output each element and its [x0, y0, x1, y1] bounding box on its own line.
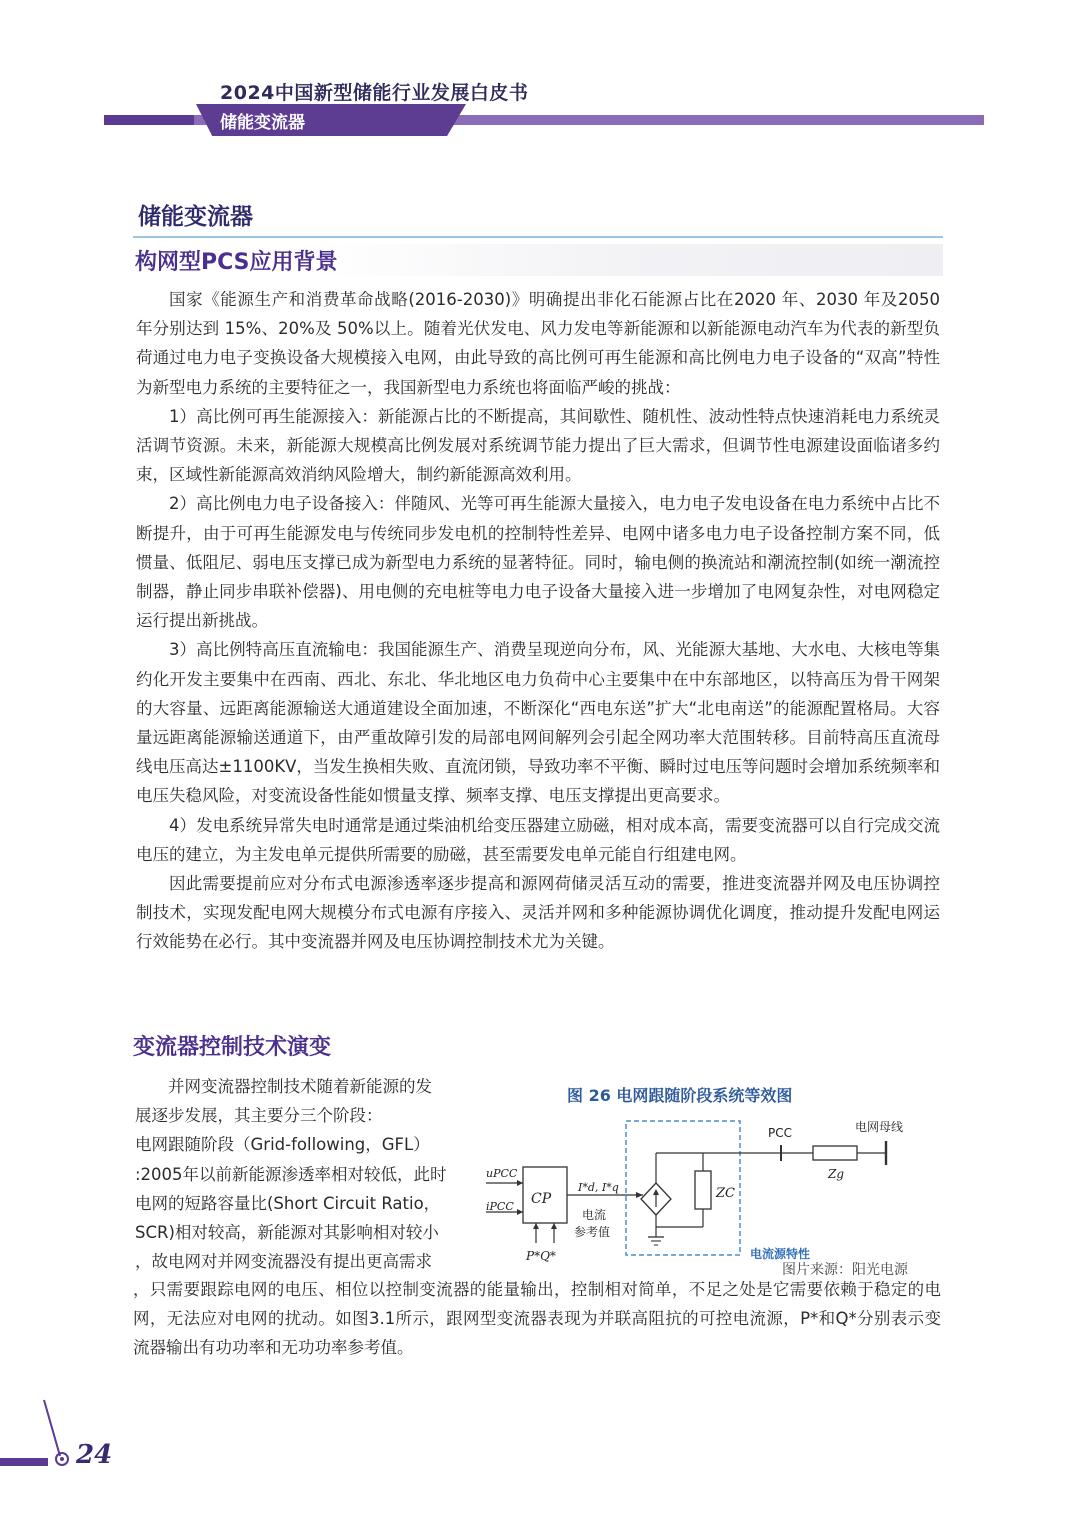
side-line: ，故电网对并网变流器没有提出更高需求: [135, 1252, 432, 1272]
zc-impedance: [695, 1171, 711, 1209]
document-title: 2024中国新型储能行业发展白皮书: [220, 82, 529, 104]
zg-impedance: [813, 1146, 857, 1160]
side-line: 电网跟随阶段（Grid-following，GFL）: [135, 1135, 430, 1155]
pcc-label: PCC: [768, 1126, 792, 1140]
current-ref-label-1: 电流: [582, 1208, 607, 1222]
section-heading: 储能变流器: [138, 204, 253, 230]
side-line: SCR)相对较高，新能源对其影响相对较小: [135, 1223, 439, 1243]
figure-caption: 图 26 电网跟随阶段系统等效图: [567, 1086, 793, 1105]
body-text: [136, 285, 940, 957]
paragraph: 3）高比例特高压直流输电：我国能源生产、消费呈现逆向分布，风、光能源大基地、大水电、大核电等集约化开发主要集中在西南、西北、东北、华北地区电力负荷中心主要集中在中东部地区，以特高压为骨干网架的大容量、远距离能源输送大通道建设全面加速，不断深化“西电东送”扩大“北电南送”的能源配置格局。大容量远距离能源输送通道下，由严重故障引发的局部电网间解列会引起全网功率大范围转移。目前特高压直流母线电压高达±1100KV，当发生换相失败、直流闭锁，导致功率不平衡、瞬时过电压等问题时会增加系统频率和电压失稳风险，对变流设备性能如惯量支撑、频率支撑、电压支撑提出更高要求。: [136, 640, 940, 806]
header-rule-accent: [104, 115, 194, 125]
paragraph: 因此需要提前应对分布式电源渗透率逐步提高和源网荷储灵活互动的需要，推进变流器并网及电压协调控制技术，实现发配电网大规模分布式电源有序接入、灵活并网和多种能源协调优化调度，推动提升发配电网运行效能势在必行。其中变流器并网及电压协调控制技术尤为关键。: [136, 874, 940, 952]
side-text: [135, 1072, 470, 1276]
controller-label: CP: [531, 1191, 552, 1207]
subsection-heading-control-evolution: 变流器控制技术演变: [133, 1035, 332, 1060]
page-number: 24: [76, 1440, 113, 1470]
side-line: 展逐步发展，其主要分三个阶段：: [135, 1106, 383, 1126]
side-line: :2005年以前新能源渗透率相对较低，此时: [135, 1164, 447, 1184]
current-ref-symbols: I*d, I*q: [578, 1181, 619, 1194]
paragraph: 1）高比例可再生能源接入：新能源占比的不断提高，其间歇性、随机性、波动性特点快速消耗电力系统灵活调节资源。未来，新能源大规模高比例发展对系统调节能力提出了巨大需求，但调节性电源建设面临诸多约束，区域性新能源高效消纳风险增大，制约新能源高效利用。: [136, 406, 940, 485]
zc-label: ZC: [716, 1186, 735, 1201]
zg-label: Zg: [828, 1167, 845, 1181]
i-pcc-label: iPCC: [486, 1200, 514, 1213]
grid-bus-label: 电网母线: [855, 1120, 904, 1134]
u-pcc-label: uPCC: [486, 1167, 518, 1180]
section-tab-label: 储能变流器: [220, 113, 305, 133]
figure-source: 图片来源：阳光电源: [782, 1262, 908, 1278]
continuation-text: ，只需要跟踪电网的电压、相位以控制变流器的能量输出，控制相对简单，不足之处是它需要依赖于稳定的电网，无法应对电网的扰动。如图3.1所示，跟网型变流器表现为并联高阻抗的可控电流源，P*和Q*分别表示变流器输出有功功率和无功功率参考值。: [133, 1280, 941, 1358]
current-ref-label-2: 参考值: [574, 1225, 611, 1239]
section-divider: [133, 236, 943, 238]
footer-bar: [0, 1458, 48, 1466]
current-source-label: 电流源特性: [750, 1247, 811, 1261]
paragraph: 2）高比例电力电子设备接入：伴随风、光等可再生能源大量接入，电力电子发电设备在电力系统中占比不断提升，由于可再生能源发电与传统同步发电机的控制特性差异、电网中诸多电力电子设备控制方案不同，低惯量、低阻尼、弱电压支撑已成为新型电力系统的显著特征。同时，输电侧的换流站和潮流控制(如统一潮流控制器，静止同步串联补偿器)、用电侧的充电桩等电力电子设备大量接入进一步增加了电网复杂性，对电网稳定运行提出新挑战。: [136, 494, 940, 631]
paragraph: 4）发电系统异常失电时通常是通过柴油机给变压器建立励磁，相对成本高，需要变流器可以自行完成交流电压的建立，为主发电单元提供所需要的励磁，甚至需要发电单元能自行组建电网。: [136, 815, 940, 864]
paragraph: 国家《能源生产和消费革命战略(2016-2030)》明确提出非化石能源占比在2020 年、2030 年及2050 年分别达到 15%、20%及 50%以上。随着光伏发电、风力发电等新能源和以新能源电动汽车为代表的新型负荷通过电力电子变换设备大规模接入电网，由此导致的高比例可再生能源和高比例电力电子设备的“双高”特性为新型电力系统的主要特征之一，我国新型电力系统也将面临严峻的挑战：: [136, 290, 940, 397]
side-line: 并网变流器控制技术随着新能源的发: [135, 1077, 432, 1096]
side-line: 电网的短路容量比(Short Circuit Ratio，: [135, 1193, 441, 1213]
power-ref-label: P*Q*: [526, 1249, 556, 1263]
circuit-diagram: [478, 1115, 928, 1265]
subsection-heading-pcs-background: 构网型PCS应用背景: [135, 250, 338, 275]
